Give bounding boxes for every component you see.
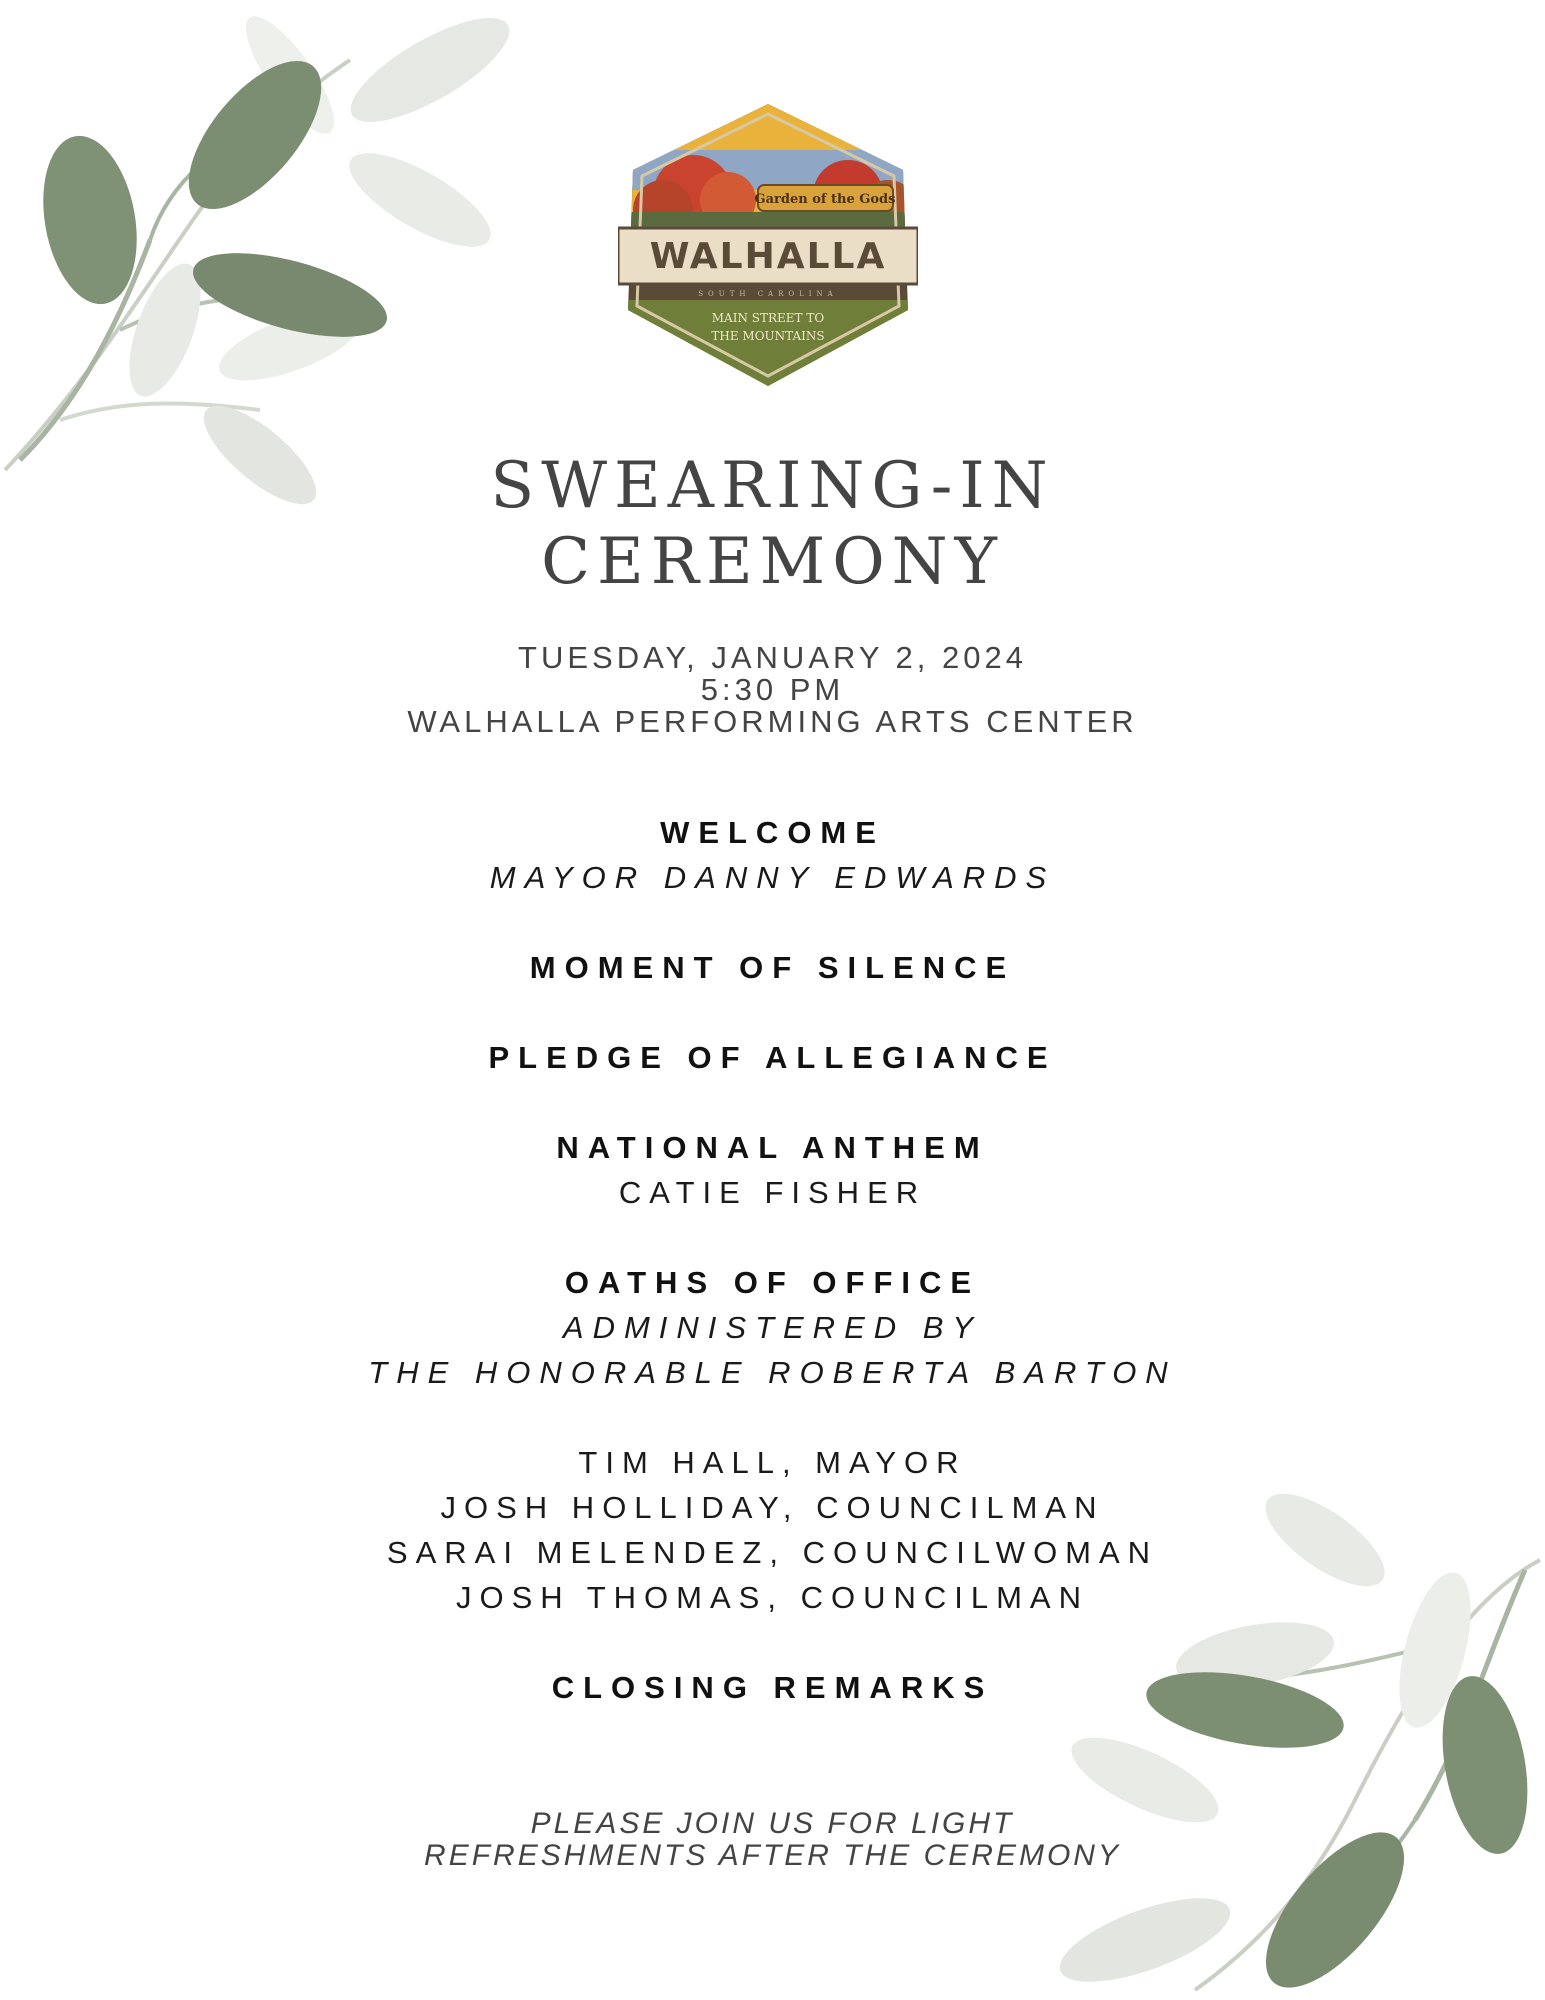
oaths-administered-line1: ADMINISTERED BY <box>562 1310 983 1345</box>
logo-name: WALHALLA <box>649 236 887 277</box>
logo-state: SOUTH CAROLINA <box>698 290 838 298</box>
program-item-welcome <box>0 810 1545 900</box>
silence-heading: MOMENT OF SILENCE <box>529 950 1016 985</box>
program-item-closing <box>0 1665 1545 1710</box>
official-list-item: JOSH HOLLIDAY, COUNCILMAN <box>440 1490 1105 1525</box>
program-item-pledge <box>0 1035 1545 1080</box>
page-title <box>0 448 1545 600</box>
closing-heading: CLOSING REMARKS <box>551 1670 994 1705</box>
event-date: TUESDAY, JANUARY 2, 2024 <box>518 640 1027 675</box>
anthem-performer: CATIE FISHER <box>618 1175 927 1210</box>
title-line2: CEREMONY <box>541 525 1004 599</box>
refreshments-note <box>0 1808 1545 1872</box>
official-list-item: SARAI MELENDEZ, COUNCILWOMAN <box>386 1535 1159 1570</box>
program-item-silence <box>0 945 1545 990</box>
officials-list <box>0 1440 1545 1620</box>
oaths-heading: OATHS OF OFFICE <box>564 1265 981 1300</box>
program <box>0 810 1545 1710</box>
program-item-oaths <box>0 1260 1545 1395</box>
walhalla-logo <box>618 100 918 390</box>
logo-banner-text: Garden of the Gods <box>754 192 896 207</box>
anthem-heading: NATIONAL ANTHEM <box>556 1130 989 1165</box>
title-line1: SWEARING-IN <box>490 449 1055 523</box>
welcome-heading: WELCOME <box>660 815 885 850</box>
official-list-item: TIM HALL, MAYOR <box>578 1445 967 1480</box>
welcome-speaker: MAYOR DANNY EDWARDS <box>489 860 1056 895</box>
oaths-administered-line2: THE HONORABLE ROBERTA BARTON <box>368 1355 1177 1390</box>
refreshments-line1: PLEASE JOIN US FOR LIGHT <box>530 1807 1015 1840</box>
pledge-heading: PLEDGE OF ALLEGIANCE <box>488 1040 1057 1075</box>
logo-tagline-line2: THE MOUNTAINS <box>711 329 825 343</box>
official-list-item: JOSH THOMAS, COUNCILMAN <box>456 1580 1089 1615</box>
event-venue: WALHALLA PERFORMING ARTS CENTER <box>407 704 1138 739</box>
logo-tagline-line1: MAIN STREET TO <box>711 311 825 325</box>
refreshments-line2: REFRESHMENTS AFTER THE CEREMONY <box>424 1839 1121 1872</box>
program-item-anthem <box>0 1125 1545 1215</box>
event-info <box>0 642 1545 738</box>
event-time: 5:30 PM <box>700 672 845 707</box>
